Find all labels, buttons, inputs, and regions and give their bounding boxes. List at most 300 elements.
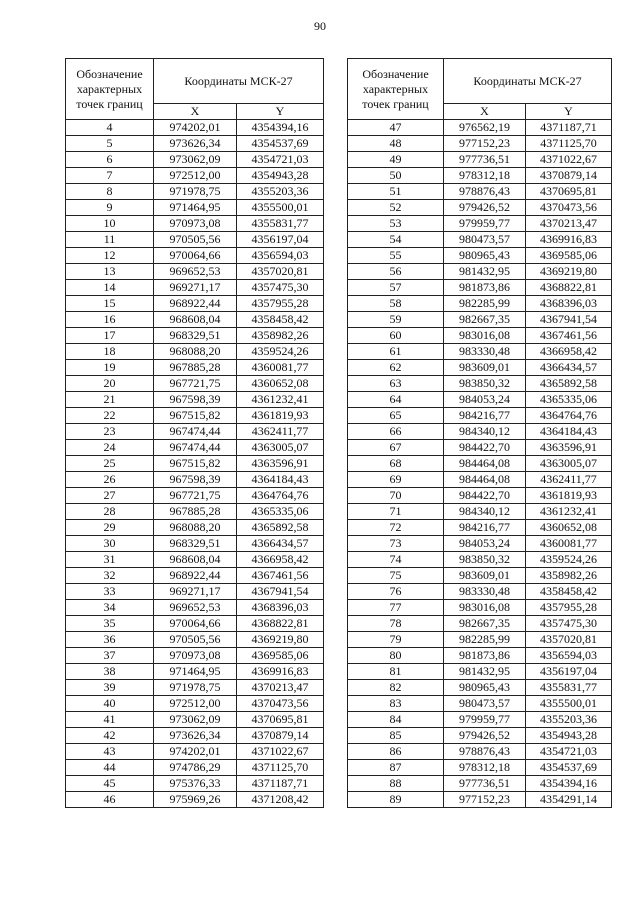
y-coordinate: 4365335,06 [237, 504, 324, 520]
point-number: 48 [348, 136, 444, 152]
y-coordinate: 4355203,36 [526, 712, 612, 728]
y-coordinate: 4369219,80 [237, 632, 324, 648]
x-coordinate: 974786,29 [154, 760, 237, 776]
x-coordinate: 970064,66 [154, 616, 237, 632]
point-number: 80 [348, 648, 444, 664]
x-coordinate: 981432,95 [444, 664, 526, 680]
point-number: 46 [66, 792, 154, 808]
table-row [348, 504, 612, 520]
point-number: 55 [348, 248, 444, 264]
point-number: 78 [348, 616, 444, 632]
table-row [348, 584, 612, 600]
y-coordinate: 4369916,83 [526, 232, 612, 248]
y-coordinate: 4359524,26 [237, 344, 324, 360]
x-coordinate: 967515,82 [154, 456, 237, 472]
y-coordinate: 4367941,54 [237, 584, 324, 600]
point-number: 84 [348, 712, 444, 728]
x-coordinate: 982285,99 [444, 632, 526, 648]
table-row [66, 568, 324, 584]
x-coordinate: 970505,56 [154, 632, 237, 648]
table-row [348, 728, 612, 744]
point-number: 24 [66, 440, 154, 456]
page-number: 90 [314, 19, 326, 33]
x-coordinate: 970973,08 [154, 648, 237, 664]
y-coordinate: 4366434,57 [526, 360, 612, 376]
y-coordinate: 4354943,28 [237, 168, 324, 184]
y-coordinate: 4365335,06 [526, 392, 612, 408]
table-row [66, 536, 324, 552]
y-coordinate: 4363005,07 [526, 456, 612, 472]
x-coordinate: 975969,26 [154, 792, 237, 808]
y-column-header: Y [526, 104, 612, 120]
y-coordinate: 4367461,56 [237, 568, 324, 584]
x-coordinate: 983330,48 [444, 584, 526, 600]
x-coordinate: 984216,77 [444, 520, 526, 536]
table-row [348, 296, 612, 312]
point-number: 41 [66, 712, 154, 728]
y-coordinate: 4354943,28 [526, 728, 612, 744]
y-coordinate: 4354394,16 [526, 776, 612, 792]
x-coordinate: 970973,08 [154, 216, 237, 232]
table-row [348, 744, 612, 760]
point-number: 11 [66, 232, 154, 248]
table-row [348, 344, 612, 360]
point-number: 16 [66, 312, 154, 328]
y-coordinate: 4360081,77 [526, 536, 612, 552]
table-row [66, 152, 324, 168]
x-coordinate: 969271,17 [154, 280, 237, 296]
x-coordinate: 978876,43 [444, 744, 526, 760]
point-number: 54 [348, 232, 444, 248]
table-row [66, 520, 324, 536]
point-number: 49 [348, 152, 444, 168]
x-coordinate: 968329,51 [154, 328, 237, 344]
x-coordinate: 967885,28 [154, 504, 237, 520]
table-row [66, 616, 324, 632]
x-coordinate: 969271,17 [154, 584, 237, 600]
x-coordinate: 981873,86 [444, 648, 526, 664]
y-coordinate: 4354721,03 [237, 152, 324, 168]
x-coordinate: 984464,08 [444, 456, 526, 472]
x-coordinate: 973626,34 [154, 136, 237, 152]
point-number: 13 [66, 264, 154, 280]
y-coordinate: 4371187,71 [237, 776, 324, 792]
point-number: 87 [348, 760, 444, 776]
x-coordinate: 984340,12 [444, 504, 526, 520]
table-row [348, 200, 612, 216]
table-row [348, 136, 612, 152]
x-coordinate: 972512,00 [154, 168, 237, 184]
y-coordinate: 4365892,58 [237, 520, 324, 536]
point-number: 25 [66, 456, 154, 472]
point-number: 9 [66, 200, 154, 216]
y-coordinate: 4370473,56 [526, 200, 612, 216]
point-number: 70 [348, 488, 444, 504]
point-number: 19 [66, 360, 154, 376]
table-row [66, 728, 324, 744]
y-coordinate: 4366434,57 [237, 536, 324, 552]
point-number: 69 [348, 472, 444, 488]
table-row [66, 648, 324, 664]
x-coordinate: 975376,33 [154, 776, 237, 792]
point-number: 63 [348, 376, 444, 392]
y-coordinate: 4358458,42 [526, 584, 612, 600]
table-row [348, 120, 612, 136]
x-column-header: X [444, 104, 526, 120]
coordinates-table-right [347, 58, 612, 808]
y-coordinate: 4359524,26 [526, 552, 612, 568]
table-row [66, 504, 324, 520]
y-coordinate: 4355831,77 [526, 680, 612, 696]
x-coordinate: 971464,95 [154, 200, 237, 216]
x-coordinate: 973062,09 [154, 712, 237, 728]
y-coordinate: 4370879,14 [237, 728, 324, 744]
x-coordinate: 982667,35 [444, 616, 526, 632]
y-coordinate: 4367941,54 [526, 312, 612, 328]
point-number: 38 [66, 664, 154, 680]
x-coordinate: 967598,39 [154, 392, 237, 408]
point-number: 36 [66, 632, 154, 648]
x-coordinate: 984053,24 [444, 536, 526, 552]
y-coordinate: 4356197,04 [237, 232, 324, 248]
x-coordinate: 977152,23 [444, 136, 526, 152]
table-row [66, 424, 324, 440]
table-row [66, 632, 324, 648]
x-coordinate: 978876,43 [444, 184, 526, 200]
table-row [348, 776, 612, 792]
x-coordinate: 980473,57 [444, 696, 526, 712]
table-row [66, 744, 324, 760]
point-number: 4 [66, 120, 154, 136]
x-coordinate: 971978,75 [154, 680, 237, 696]
coordinates-table-left [65, 58, 324, 808]
point-number: 53 [348, 216, 444, 232]
table-row [348, 440, 612, 456]
x-coordinate: 971464,95 [154, 664, 237, 680]
y-coordinate: 4356594,03 [237, 248, 324, 264]
y-coordinate: 4367461,56 [526, 328, 612, 344]
y-coordinate: 4370695,81 [237, 712, 324, 728]
x-column-header: X [154, 104, 237, 120]
x-coordinate: 968608,04 [154, 312, 237, 328]
x-coordinate: 972512,00 [154, 696, 237, 712]
point-number: 72 [348, 520, 444, 536]
y-coordinate: 4358982,26 [237, 328, 324, 344]
y-coordinate: 4370879,14 [526, 168, 612, 184]
x-coordinate: 983609,01 [444, 360, 526, 376]
y-coordinate: 4371022,67 [237, 744, 324, 760]
table-row [348, 264, 612, 280]
y-coordinate: 4369585,06 [237, 648, 324, 664]
table-row [66, 488, 324, 504]
y-coordinate: 4355500,01 [526, 696, 612, 712]
point-number: 14 [66, 280, 154, 296]
point-number: 79 [348, 632, 444, 648]
x-coordinate: 970064,66 [154, 248, 237, 264]
x-coordinate: 967885,28 [154, 360, 237, 376]
point-number: 67 [348, 440, 444, 456]
point-number: 60 [348, 328, 444, 344]
x-coordinate: 968922,44 [154, 568, 237, 584]
x-coordinate: 967474,44 [154, 440, 237, 456]
x-coordinate: 967721,75 [154, 488, 237, 504]
x-coordinate: 977736,51 [444, 152, 526, 168]
table-row [66, 344, 324, 360]
table-row [348, 248, 612, 264]
point-number: 50 [348, 168, 444, 184]
y-coordinate: 4361819,93 [526, 488, 612, 504]
y-coordinate: 4357020,81 [237, 264, 324, 280]
table-row [348, 696, 612, 712]
table-row [348, 712, 612, 728]
y-coordinate: 4370213,47 [237, 680, 324, 696]
y-coordinate: 4369916,83 [237, 664, 324, 680]
x-coordinate: 984216,77 [444, 408, 526, 424]
y-coordinate: 4368396,03 [237, 600, 324, 616]
y-coordinate: 4371022,67 [526, 152, 612, 168]
point-number: 64 [348, 392, 444, 408]
x-coordinate: 967598,39 [154, 472, 237, 488]
point-number: 28 [66, 504, 154, 520]
y-coordinate: 4355500,01 [237, 200, 324, 216]
x-coordinate: 967474,44 [154, 424, 237, 440]
table-row [66, 600, 324, 616]
y-coordinate: 4362411,77 [237, 424, 324, 440]
x-coordinate: 973062,09 [154, 152, 237, 168]
point-designation-header: Обозначение характерных точек границ [348, 59, 444, 120]
point-number: 43 [66, 744, 154, 760]
coordinates-header: Координаты МСК-27 [444, 59, 612, 104]
x-coordinate: 982667,35 [444, 312, 526, 328]
table-row [348, 472, 612, 488]
table-row [348, 536, 612, 552]
point-number: 82 [348, 680, 444, 696]
table-row [348, 600, 612, 616]
y-coordinate: 4357955,28 [526, 600, 612, 616]
table-row [66, 200, 324, 216]
table-row [348, 280, 612, 296]
point-number: 21 [66, 392, 154, 408]
point-number: 23 [66, 424, 154, 440]
y-coordinate: 4354537,69 [237, 136, 324, 152]
y-coordinate: 4355203,36 [237, 184, 324, 200]
y-coordinate: 4371125,70 [526, 136, 612, 152]
y-coordinate: 4361819,93 [237, 408, 324, 424]
table-row [66, 712, 324, 728]
y-coordinate: 4355831,77 [237, 216, 324, 232]
y-coordinate: 4356594,03 [526, 648, 612, 664]
table-row [348, 664, 612, 680]
x-coordinate: 977152,23 [444, 792, 526, 808]
y-coordinate: 4364184,43 [237, 472, 324, 488]
x-coordinate: 979959,77 [444, 712, 526, 728]
table-row [348, 168, 612, 184]
point-number: 61 [348, 344, 444, 360]
table-row [66, 408, 324, 424]
point-number: 75 [348, 568, 444, 584]
x-coordinate: 984340,12 [444, 424, 526, 440]
table-row [348, 392, 612, 408]
x-coordinate: 970505,56 [154, 232, 237, 248]
x-coordinate: 976562,19 [444, 120, 526, 136]
y-coordinate: 4357955,28 [237, 296, 324, 312]
point-number: 12 [66, 248, 154, 264]
x-coordinate: 978312,18 [444, 760, 526, 776]
point-number: 68 [348, 456, 444, 472]
table-row [348, 408, 612, 424]
x-coordinate: 968608,04 [154, 552, 237, 568]
table-row [348, 152, 612, 168]
y-coordinate: 4363596,91 [526, 440, 612, 456]
table-row [66, 168, 324, 184]
y-coordinate: 4366958,42 [526, 344, 612, 360]
table-row [348, 312, 612, 328]
table-row [66, 760, 324, 776]
table-row [66, 360, 324, 376]
x-coordinate: 983330,48 [444, 344, 526, 360]
point-number: 81 [348, 664, 444, 680]
point-number: 83 [348, 696, 444, 712]
table-row [348, 456, 612, 472]
y-coordinate: 4357475,30 [237, 280, 324, 296]
table-row [348, 792, 612, 808]
x-coordinate: 983609,01 [444, 568, 526, 584]
x-coordinate: 978312,18 [444, 168, 526, 184]
x-coordinate: 983016,08 [444, 600, 526, 616]
table-row [66, 120, 324, 136]
table-row [66, 440, 324, 456]
point-number: 15 [66, 296, 154, 312]
x-coordinate: 980965,43 [444, 680, 526, 696]
table-row [66, 472, 324, 488]
table-row [348, 184, 612, 200]
point-number: 18 [66, 344, 154, 360]
point-number: 6 [66, 152, 154, 168]
x-coordinate: 983850,32 [444, 552, 526, 568]
table-row [348, 632, 612, 648]
table-row [66, 328, 324, 344]
y-coordinate: 4361232,41 [237, 392, 324, 408]
table-row [66, 184, 324, 200]
table-row [348, 424, 612, 440]
table-row [66, 680, 324, 696]
table-row [66, 216, 324, 232]
table-row [66, 232, 324, 248]
x-coordinate: 973626,34 [154, 728, 237, 744]
point-number: 5 [66, 136, 154, 152]
x-coordinate: 968088,20 [154, 520, 237, 536]
x-coordinate: 983016,08 [444, 328, 526, 344]
table-row [66, 392, 324, 408]
point-number: 62 [348, 360, 444, 376]
x-coordinate: 968088,20 [154, 344, 237, 360]
y-coordinate: 4357020,81 [526, 632, 612, 648]
table-row [348, 616, 612, 632]
point-number: 8 [66, 184, 154, 200]
table-row [348, 232, 612, 248]
table-row [348, 552, 612, 568]
y-coordinate: 4369585,06 [526, 248, 612, 264]
x-coordinate: 979426,52 [444, 728, 526, 744]
table-row [348, 216, 612, 232]
y-coordinate: 4361232,41 [526, 504, 612, 520]
point-number: 66 [348, 424, 444, 440]
y-coordinate: 4369219,80 [526, 264, 612, 280]
point-number: 22 [66, 408, 154, 424]
point-number: 20 [66, 376, 154, 392]
y-coordinate: 4354721,03 [526, 744, 612, 760]
table-row [348, 328, 612, 344]
y-coordinate: 4364764,76 [526, 408, 612, 424]
table-row [66, 376, 324, 392]
table-row [348, 520, 612, 536]
point-number: 40 [66, 696, 154, 712]
x-coordinate: 984464,08 [444, 472, 526, 488]
x-coordinate: 980473,57 [444, 232, 526, 248]
table-row [66, 776, 324, 792]
point-number: 65 [348, 408, 444, 424]
y-coordinate: 4364184,43 [526, 424, 612, 440]
point-number: 45 [66, 776, 154, 792]
point-number: 76 [348, 584, 444, 600]
x-coordinate: 984422,70 [444, 440, 526, 456]
point-number: 33 [66, 584, 154, 600]
point-number: 51 [348, 184, 444, 200]
x-coordinate: 967515,82 [154, 408, 237, 424]
y-coordinate: 4371125,70 [237, 760, 324, 776]
y-coordinate: 4365892,58 [526, 376, 612, 392]
y-coordinate: 4362411,77 [526, 472, 612, 488]
table-row [66, 136, 324, 152]
table-row [66, 280, 324, 296]
y-coordinate: 4368822,81 [237, 616, 324, 632]
x-coordinate: 968922,44 [154, 296, 237, 312]
x-coordinate: 967721,75 [154, 376, 237, 392]
point-number: 34 [66, 600, 154, 616]
y-coordinate: 4366958,42 [237, 552, 324, 568]
point-number: 88 [348, 776, 444, 792]
x-coordinate: 984422,70 [444, 488, 526, 504]
table-row [348, 360, 612, 376]
table-row [348, 760, 612, 776]
table-row [66, 296, 324, 312]
y-coordinate: 4360652,08 [237, 376, 324, 392]
point-number: 37 [66, 648, 154, 664]
x-coordinate: 979426,52 [444, 200, 526, 216]
table-row [348, 648, 612, 664]
x-coordinate: 983850,32 [444, 376, 526, 392]
point-number: 17 [66, 328, 154, 344]
point-number: 71 [348, 504, 444, 520]
y-coordinate: 4363596,91 [237, 456, 324, 472]
x-coordinate: 982285,99 [444, 296, 526, 312]
x-coordinate: 981432,95 [444, 264, 526, 280]
point-number: 56 [348, 264, 444, 280]
table-row [66, 696, 324, 712]
table-row [348, 568, 612, 584]
y-coordinate: 4354537,69 [526, 760, 612, 776]
x-coordinate: 971978,75 [154, 184, 237, 200]
point-number: 32 [66, 568, 154, 584]
y-coordinate: 4370213,47 [526, 216, 612, 232]
y-coordinate: 4360081,77 [237, 360, 324, 376]
point-number: 73 [348, 536, 444, 552]
point-number: 74 [348, 552, 444, 568]
x-coordinate: 979959,77 [444, 216, 526, 232]
coordinates-header: Координаты МСК-27 [154, 59, 324, 104]
point-number: 35 [66, 616, 154, 632]
point-number: 10 [66, 216, 154, 232]
